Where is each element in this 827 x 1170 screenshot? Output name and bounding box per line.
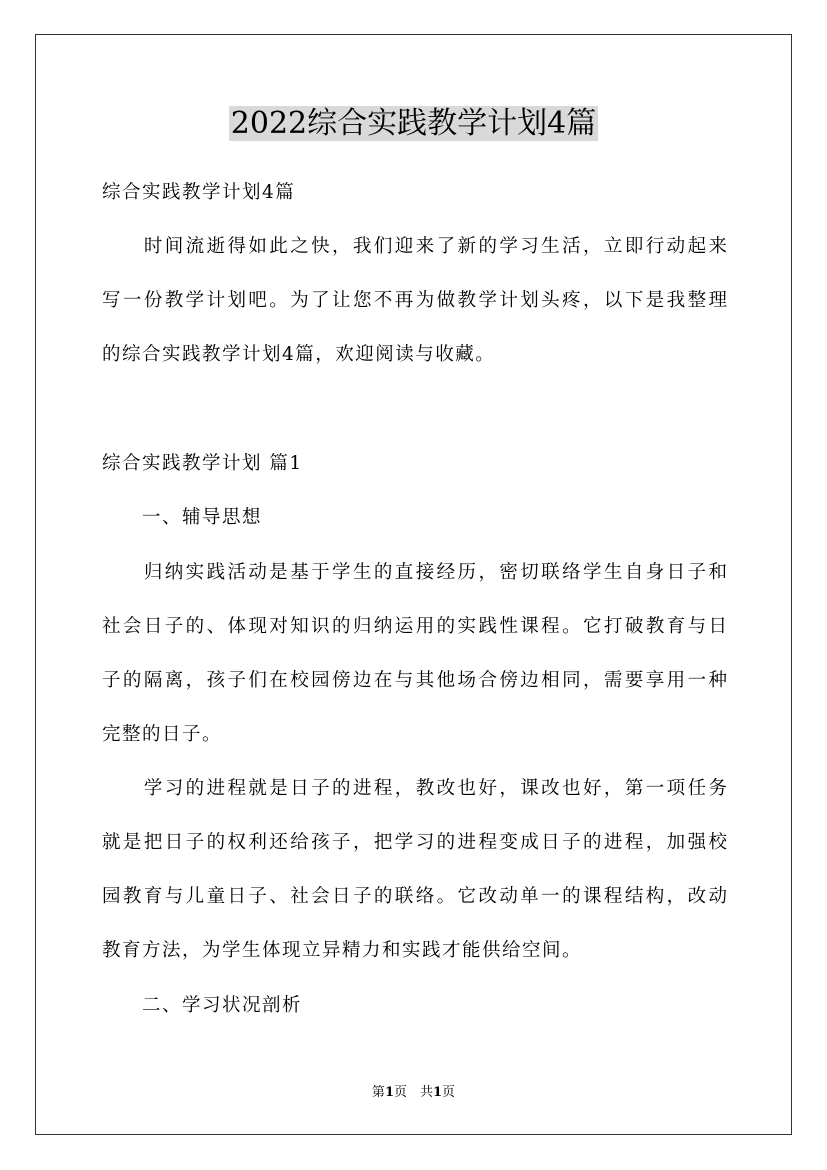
page-footer (0, 1084, 827, 1102)
footer-page-mid: 页 共 (393, 1085, 433, 1100)
subtitle: 综合实践教学计划4篇 (102, 182, 296, 203)
document-title-text: 2022综合实践教学计划4篇 (230, 106, 597, 141)
document-title (0, 104, 827, 144)
footer-page-current: 1 (384, 1085, 394, 1100)
para2-line: 学习的进程就是日子的进程，教改也好，课改也好，第一项任务 (102, 778, 727, 799)
para1-line: 子的隔离，孩子们在校园傍边在与其他场合傍边相同，需要享用一种 (102, 670, 727, 691)
intro-line: 的综合实践教学计划4篇，欢迎阅读与收藏。 (102, 344, 496, 365)
para2-line: 就是把日子的权利还给孩子，把学习的进程变成日子的进程，加强校 (102, 832, 727, 853)
para2-line: 园教育与儿童日子、社会日子的联络。它改动单一的课程结构，改动 (102, 886, 727, 907)
para1-line: 完整的日子。 (102, 724, 223, 745)
section-heading: 综合实践教学计划 篇1 (102, 453, 303, 474)
part2-heading: 二、学习状况剖析 (102, 995, 303, 1016)
footer-page-prefix: 第 (371, 1085, 385, 1100)
para1-line: 归纳实践活动是基于学生的直接经历，密切联络学生自身日子和 (102, 562, 727, 583)
para2-line: 教育方法，为学生体现立异精力和实践才能供给空间。 (102, 940, 583, 961)
footer-page-total: 1 (433, 1085, 443, 1100)
intro-line: 写一份教学计划吧。为了让您不再为做教学计划头疼，以下是我整理 (102, 290, 727, 311)
part1-heading: 一、辅导思想 (102, 507, 263, 528)
para1-line: 社会日子的、体现对知识的归纳运用的实践性课程。它打破教育与日 (102, 616, 727, 637)
intro-line: 时间流逝得如此之快，我们迎来了新的学习生活，立即行动起来 (102, 236, 727, 257)
footer-page-suffix: 页 (442, 1085, 456, 1100)
